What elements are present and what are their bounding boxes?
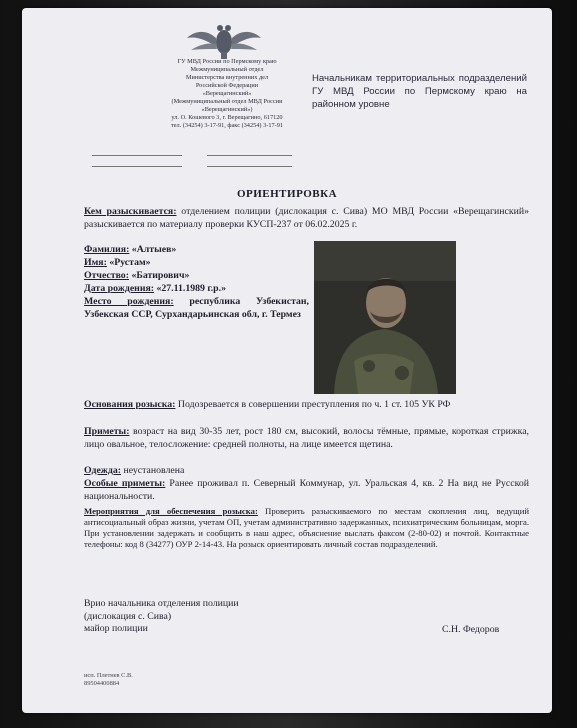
suspect-photo [314, 241, 456, 394]
signer-name: С.Н. Федоров [442, 624, 500, 635]
special-marks: Особые приметы: Ранее проживал п. Северный Коммунар, ул. Уральская 4, кв. 2 На вид не Русской национальности. [84, 478, 530, 502]
issuer-line: Российской Федерации [195, 82, 259, 89]
issuer-line: ул. О. Кошевого 3, г. Верещагино, 617120 [171, 114, 283, 121]
issuer-line: (Межмуниципальный отдел МВД России [171, 98, 283, 105]
issuer-line: ГУ МВД России по Пермскому краю [177, 58, 277, 65]
number-line [207, 155, 292, 156]
signer-block [84, 598, 384, 636]
ref-line [207, 166, 292, 167]
birthplace-row: Место рождения: республика Узбекистан, Узбекская ССР, Сурхандарьинская обл, г. Термез [84, 296, 309, 320]
who-searches: Кем разыскивается: отделением полиции (дислокация с. Сива) МО МВД России «Верещагинский» разыскивается по материалу проверки КУСП-237 от 06.02.2025 г. [84, 206, 530, 230]
patronymic-row: Отчество: «Батирович» [84, 270, 190, 281]
signer-position: Врио начальника отделения полиции [84, 598, 239, 609]
signer-position: (дислокация с. Сива) [84, 610, 172, 622]
signer-rank: майор полиции [84, 623, 148, 634]
name-row: Имя: «Рустам» [84, 257, 151, 268]
issuer-line: «Верещагинский») [201, 106, 253, 113]
issuer-line: Министерства внутренних дел [185, 74, 269, 81]
date-line [92, 155, 182, 156]
search-basis: Основания розыска: Подозревается в совершении преступления по ч. 1 ст. 105 УК РФ [84, 399, 451, 410]
document-title: ОРИЕНТИРОВКА [236, 188, 338, 200]
ref-line [92, 166, 182, 167]
addressee: Начальникам территориальных подразделений ГУ МВД России по Пермскому краю на районном уровне [312, 73, 527, 110]
issuer-line: тел. (34254) 3-17-91, факс (34254) 3-17-91 [170, 122, 284, 129]
surname-row: Фамилия: «Алтыев» [84, 244, 177, 255]
eagle-emblem-icon [185, 22, 263, 60]
issuer-line: «Верещагинский» [202, 90, 252, 97]
document-page [22, 8, 552, 713]
birthdate-row: Дата рождения: «27.11.1989 г.р.» [84, 283, 226, 294]
features: Приметы: возраст на вид 30-35 лет, рост 180 см, высокий, волосы тёмные, прямые, короткая стрижка, лицо овальное, телосложение: средней полноты, на лице имеется щетина. [84, 426, 530, 450]
clothing: Одежда: неустановлена [84, 465, 185, 476]
issuer-line: Межмуниципальный отдел [190, 66, 264, 73]
measures: Мероприятия для обеспечения розыска: Проверить разыскиваемого по местам скопления лиц, ведущий антисоциальный образ жизни, учетам ОП, учетам административно задержанных, психиатрическим больницам, морга. При установлении задержать и сообщить в наш адрес, объяснение выслать факсом (2-80-02) и почтой. Контактные телефоны: код 8 (34277) ОУР 2-14-43. На розыск ориентировать личный состав подразделений. [84, 506, 529, 549]
executor: исп. Плетнев С.В. 89504400884 [84, 672, 133, 687]
